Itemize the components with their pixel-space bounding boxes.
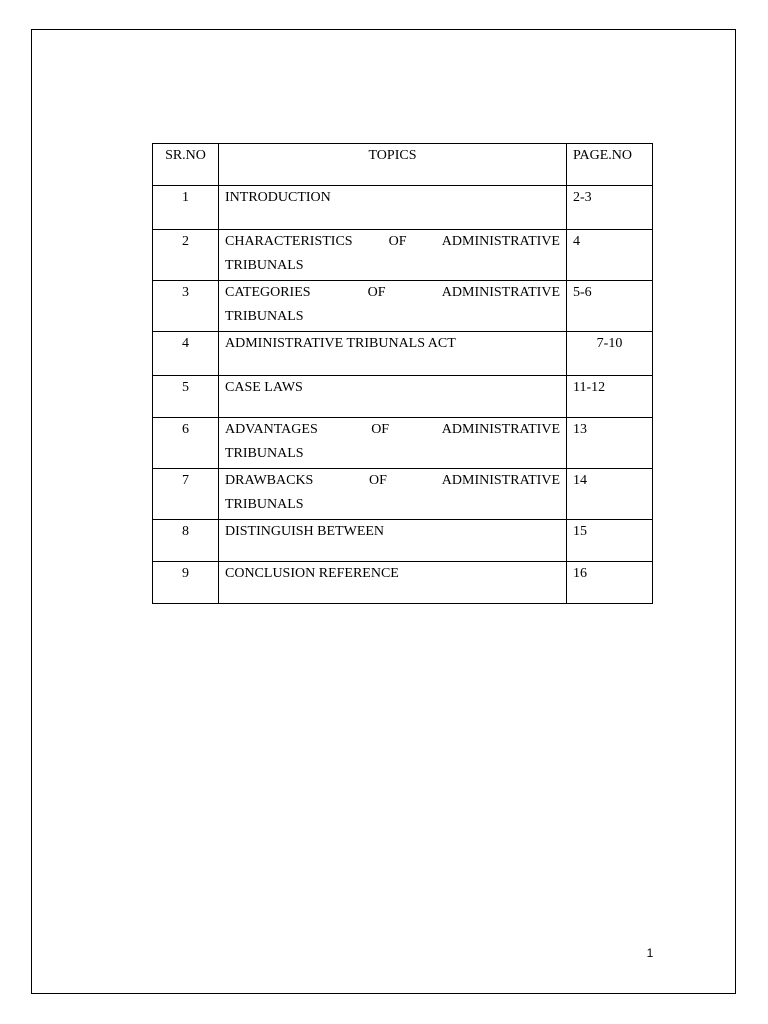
row-topic-text: ADMINISTRATIVE TRIBUNALS ACT — [225, 336, 456, 351]
row-topic — [219, 332, 567, 376]
contents-table — [152, 143, 653, 604]
header-topics: TOPICS — [219, 144, 567, 186]
row-topic-line-2: TRIBUNALS — [225, 497, 304, 512]
row-sr-no: 5 — [153, 376, 219, 418]
table-row — [153, 418, 653, 469]
row-topic-line-2: TRIBUNALS — [225, 446, 304, 461]
row-topic-line-1: DRAWBACKS OF ADMINISTRATIVE — [225, 473, 560, 488]
row-sr-no: 9 — [153, 562, 219, 604]
header-sr-no: SR.NO — [153, 144, 219, 186]
row-topic-text: CONCLUSION REFERENCE — [225, 566, 399, 581]
row-topic-line-1: CHARACTERISTICS OF ADMINISTRATIVE — [225, 234, 560, 249]
row-topic — [219, 418, 567, 469]
row-page-no: 7-10 — [567, 332, 653, 376]
row-sr-no: 3 — [153, 281, 219, 332]
table-row — [153, 520, 653, 562]
footer-page-number: 1 — [646, 946, 654, 960]
row-topic — [219, 562, 567, 604]
row-sr-no: 6 — [153, 418, 219, 469]
row-topic — [219, 230, 567, 281]
table-row — [153, 376, 653, 418]
row-sr-no: 8 — [153, 520, 219, 562]
row-topic-line-1: CATEGORIES OF ADMINISTRATIVE — [225, 285, 560, 300]
table-row — [153, 332, 653, 376]
row-sr-no: 2 — [153, 230, 219, 281]
table-row — [153, 469, 653, 520]
row-topic-line-2: TRIBUNALS — [225, 258, 304, 273]
row-topic — [219, 186, 567, 230]
row-sr-no: 1 — [153, 186, 219, 230]
row-page-no: 15 — [567, 520, 653, 562]
row-page-no: 14 — [567, 469, 653, 520]
row-topic-text: INTRODUCTION — [225, 190, 331, 205]
row-page-no: 11-12 — [567, 376, 653, 418]
row-page-no: 4 — [567, 230, 653, 281]
row-topic — [219, 281, 567, 332]
table-row — [153, 281, 653, 332]
row-topic-text: CASE LAWS — [225, 380, 303, 395]
table-header-row — [153, 144, 653, 186]
table-row — [153, 230, 653, 281]
row-sr-no: 7 — [153, 469, 219, 520]
row-topic — [219, 469, 567, 520]
row-page-no: 13 — [567, 418, 653, 469]
row-page-no: 16 — [567, 562, 653, 604]
row-page-no: 2-3 — [567, 186, 653, 230]
header-page-no: PAGE.NO — [567, 144, 653, 186]
row-topic-text: DISTINGUISH BETWEEN — [225, 524, 385, 539]
row-topic-line-1: ADVANTAGES OF ADMINISTRATIVE — [225, 422, 560, 437]
row-topic — [219, 520, 567, 562]
row-topic — [219, 376, 567, 418]
row-sr-no: 4 — [153, 332, 219, 376]
row-topic-line-2: TRIBUNALS — [225, 309, 304, 324]
row-page-no: 5-6 — [567, 281, 653, 332]
table-row — [153, 562, 653, 604]
table-row — [153, 186, 653, 230]
